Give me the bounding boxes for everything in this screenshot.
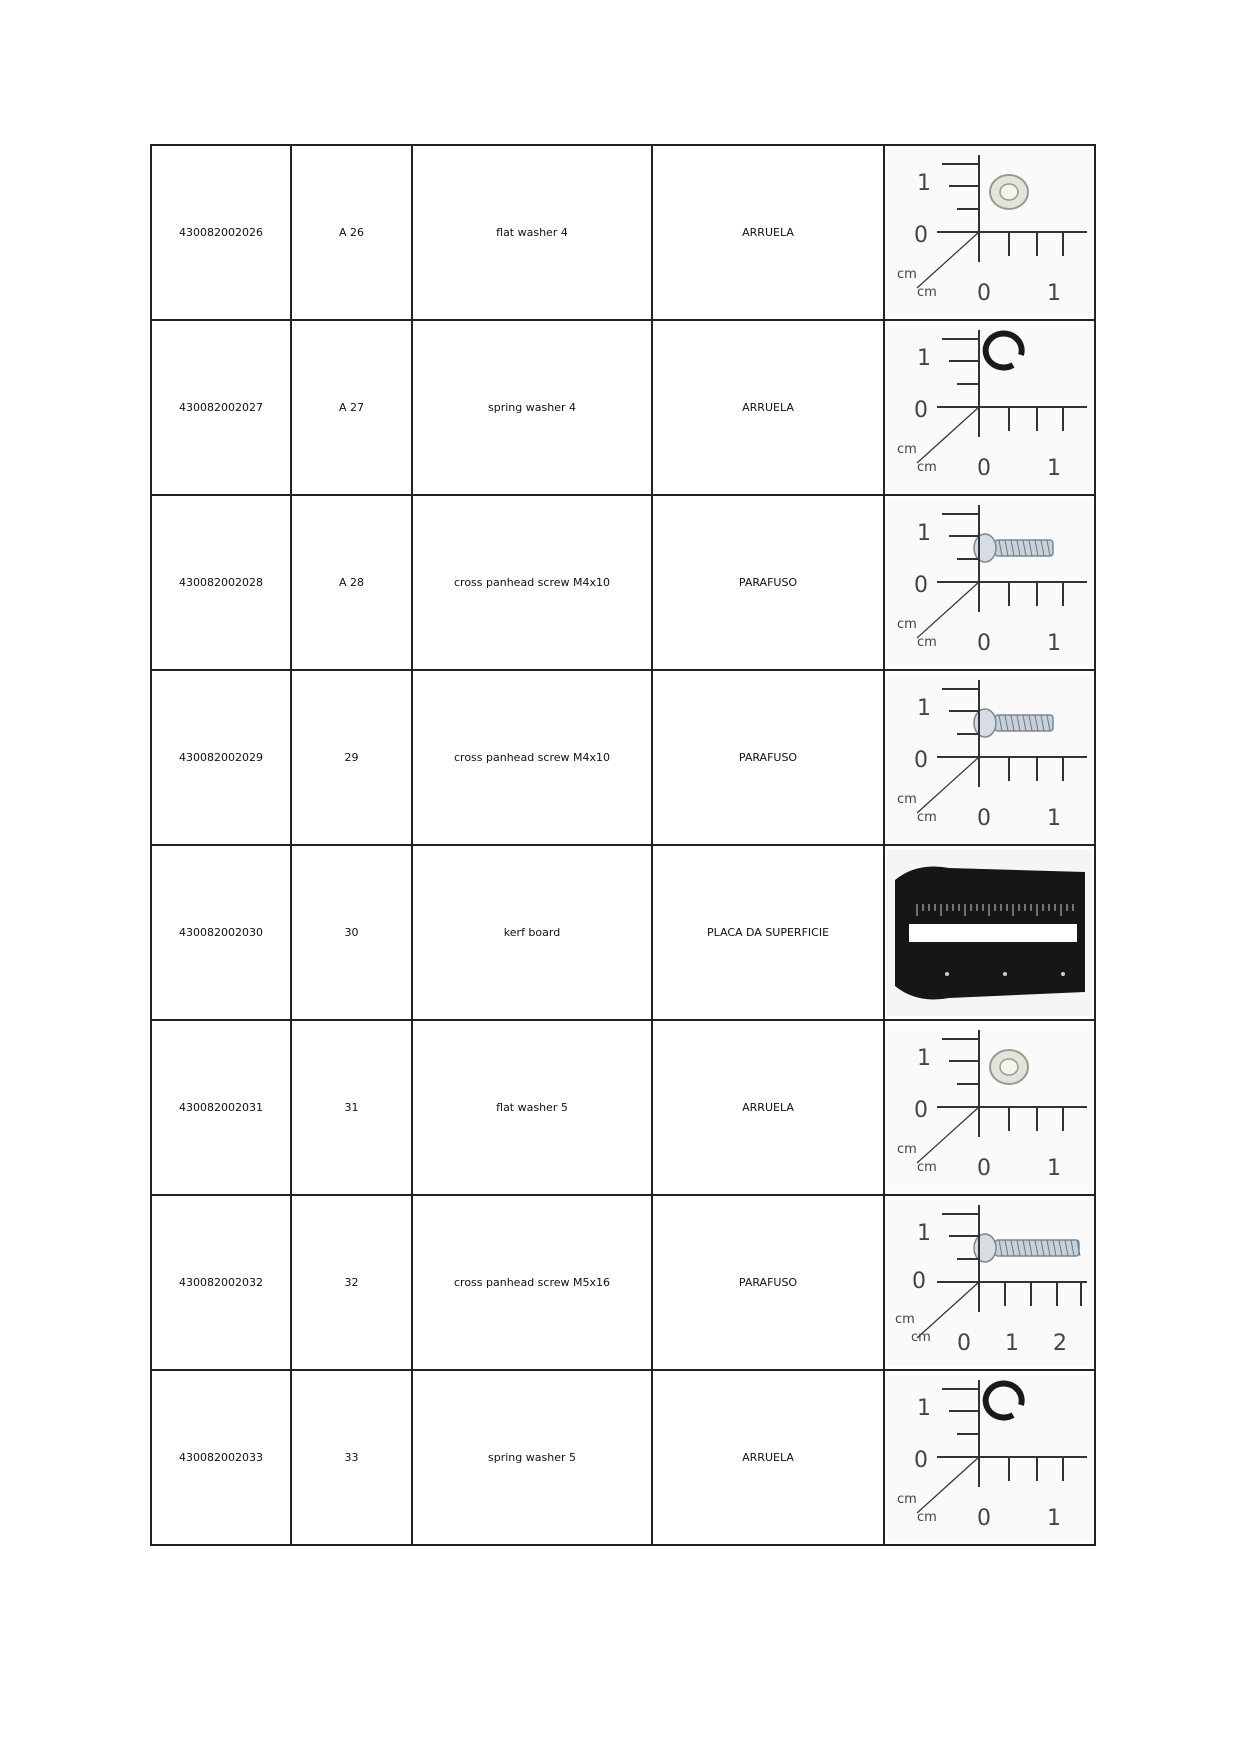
table-row — [151, 1370, 1095, 1545]
part-code-cell: 430082002028 — [151, 495, 291, 670]
part-photo-cell — [884, 1370, 1095, 1545]
table-row — [151, 1195, 1095, 1370]
scale-label: cm — [917, 284, 937, 300]
scale-label: 1 — [1047, 1155, 1061, 1181]
position-cell: A 27 — [291, 320, 412, 495]
scale-label: 1 — [917, 170, 931, 196]
part-code-cell: 430082002029 — [151, 670, 291, 845]
scale-label: 1 — [1005, 1330, 1019, 1356]
part-name-cell: ARRUELA — [652, 1370, 884, 1545]
part-code-cell: 430082002027 — [151, 320, 291, 495]
part-photo-cell — [884, 145, 1095, 320]
scale-label: 2 — [1053, 1330, 1067, 1356]
part-name-cell: PLACA DA SUPERFICIE — [652, 845, 884, 1020]
description-cell: cross panhead screw M5x16 — [412, 1195, 652, 1370]
scale-label: cm — [897, 1491, 917, 1507]
scale-label: 0 — [914, 397, 928, 423]
scale-label: 1 — [1047, 805, 1061, 831]
part-name-cell: PARAFUSO — [652, 670, 884, 845]
scale-label: cm — [917, 809, 937, 825]
scale-label: cm — [917, 1159, 937, 1175]
description-cell: kerf board — [412, 845, 652, 1020]
scale-label: 0 — [977, 1505, 991, 1531]
description-cell: cross panhead screw M4x10 — [412, 670, 652, 845]
scale-label: cm — [917, 459, 937, 475]
description-cell: cross panhead screw M4x10 — [412, 495, 652, 670]
screw-photo — [887, 500, 1092, 666]
position-cell: A 28 — [291, 495, 412, 670]
scale-label: 0 — [977, 630, 991, 656]
scale-label: 1 — [917, 1220, 931, 1246]
position-cell: 30 — [291, 845, 412, 1020]
description-cell: spring washer 5 — [412, 1370, 652, 1545]
part-code-cell: 430082002032 — [151, 1195, 291, 1370]
part-photo-cell — [884, 495, 1095, 670]
scale-label: cm — [897, 791, 917, 807]
spring-washer-photo — [887, 325, 1092, 491]
parts-table — [150, 144, 1096, 1546]
scale-label: cm — [897, 441, 917, 457]
scale-label: 0 — [914, 1447, 928, 1473]
position-cell: A 26 — [291, 145, 412, 320]
part-name-cell: PARAFUSO — [652, 1195, 884, 1370]
scale-label: cm — [897, 616, 917, 632]
table-row — [151, 495, 1095, 670]
scale-label: 0 — [977, 280, 991, 306]
scale-label: 0 — [914, 747, 928, 773]
description-cell: flat washer 4 — [412, 145, 652, 320]
scale-label: cm — [895, 1311, 915, 1327]
part-photo-cell — [884, 670, 1095, 845]
scale-label: 0 — [914, 222, 928, 248]
table-row — [151, 845, 1095, 1020]
kerf-board-photo — [887, 850, 1092, 1016]
description-cell: flat washer 5 — [412, 1020, 652, 1195]
spring-washer-photo — [887, 1375, 1092, 1541]
table-row — [151, 1020, 1095, 1195]
part-name-cell: ARRUELA — [652, 320, 884, 495]
table-row — [151, 320, 1095, 495]
scale-label: cm — [917, 1509, 937, 1525]
scale-label: 1 — [917, 1395, 931, 1421]
part-photo-cell — [884, 1195, 1095, 1370]
long-screw-photo — [887, 1200, 1092, 1366]
position-cell: 33 — [291, 1370, 412, 1545]
scale-label: 0 — [914, 1097, 928, 1123]
position-cell: 29 — [291, 670, 412, 845]
scale-label: 1 — [1047, 630, 1061, 656]
scale-label: 1 — [917, 520, 931, 546]
flat-washer-photo — [887, 150, 1092, 316]
part-code-cell: 430082002026 — [151, 145, 291, 320]
scale-label: 0 — [977, 455, 991, 481]
screw-photo — [887, 675, 1092, 841]
position-cell: 31 — [291, 1020, 412, 1195]
part-name-cell: ARRUELA — [652, 1020, 884, 1195]
scale-label: 1 — [917, 1045, 931, 1071]
part-code-cell: 430082002030 — [151, 845, 291, 1020]
part-name-cell: PARAFUSO — [652, 495, 884, 670]
scale-label: 1 — [1047, 1505, 1061, 1531]
scale-label: 1 — [917, 345, 931, 371]
scale-label: 0 — [977, 805, 991, 831]
part-photo-cell — [884, 845, 1095, 1020]
part-code-cell: 430082002033 — [151, 1370, 291, 1545]
part-photo-cell — [884, 1020, 1095, 1195]
scale-label: 0 — [977, 1155, 991, 1181]
part-name-cell: ARRUELA — [652, 145, 884, 320]
scale-label: cm — [897, 266, 917, 282]
scale-label: cm — [917, 634, 937, 650]
scale-label: 0 — [957, 1330, 971, 1356]
part-code-cell: 430082002031 — [151, 1020, 291, 1195]
scale-label: cm — [897, 1141, 917, 1157]
part-photo-cell — [884, 320, 1095, 495]
parts-table-body — [151, 145, 1095, 1545]
flat-washer-photo — [887, 1025, 1092, 1191]
scale-label: cm — [911, 1329, 931, 1345]
scale-label: 1 — [1047, 455, 1061, 481]
scale-label: 1 — [1047, 280, 1061, 306]
scale-label: 0 — [914, 572, 928, 598]
description-cell: spring washer 4 — [412, 320, 652, 495]
table-row — [151, 145, 1095, 320]
scale-label: 0 — [912, 1268, 926, 1294]
table-row — [151, 670, 1095, 845]
scale-label: 1 — [917, 695, 931, 721]
position-cell: 32 — [291, 1195, 412, 1370]
